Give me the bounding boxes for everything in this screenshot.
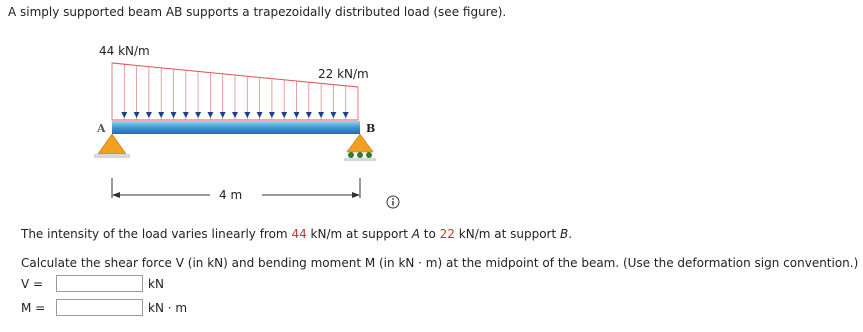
left-load-label: 44 kN/m [99,44,150,58]
support-b-label: B [366,122,376,135]
problem-intro: A simply supported beam AB supports a trapezoidally distributed load (see figure). [8,5,507,19]
answer-row-m [21,299,187,316]
support-b-italic: B [560,227,569,241]
load-arrowhead [121,112,127,118]
support-a-italic: A [411,227,420,241]
m-unit: kN · m [148,300,188,315]
m-label: M = [21,300,46,315]
load-arrowhead [134,112,140,118]
intensity-text-1: The intensity of the load varies linearly from [21,227,292,241]
load-arrowhead [195,112,201,118]
load-arrowhead [171,112,177,118]
load-arrowhead [330,112,336,118]
load-arrowhead [269,112,275,118]
info-circle-icon[interactable] [386,195,400,209]
v-unit: kN [148,276,164,291]
answer-row-v [21,275,164,292]
intensity-text-4: kN/m at support [454,227,560,241]
beam [112,121,360,134]
intensity-text-2: kN/m at support [306,227,412,241]
load-arrowhead [294,112,300,118]
intensity-text-3: to [419,227,440,241]
support-a-label: A [97,122,106,135]
load-arrowhead [207,112,213,118]
span-label: 4 m [219,188,243,202]
load-arrowhead [158,112,164,118]
v-label: V = [21,276,44,291]
load-arrowhead [183,112,189,118]
bending-moment-input[interactable] [56,299,143,316]
intensity-paragraph [21,227,572,241]
load-arrowhead [244,112,250,118]
load-arrowhead [146,112,152,118]
intensity-w1: 44 [291,227,307,241]
intensity-w2: 22 [439,227,455,241]
right-load-label: 22 kN/m [318,67,369,81]
load-arrowhead [318,112,324,118]
load-arrowhead [281,112,287,118]
pin-support-a [94,134,130,158]
instruction-text: Calculate the shear force V (in kN) and bending moment M (in kN · m) at the midpoint of the beam. (Use the deformation sign convention.) [21,256,859,270]
span-dimension [112,178,360,202]
load-arrowhead [232,112,238,118]
load-arrowhead [257,112,263,118]
intensity-text-end: . [568,227,573,241]
roller-support-b [344,134,376,161]
load-arrowhead [343,112,349,118]
load-arrowhead [220,112,226,118]
load-arrowhead [306,112,312,118]
shear-force-input[interactable] [56,275,143,292]
